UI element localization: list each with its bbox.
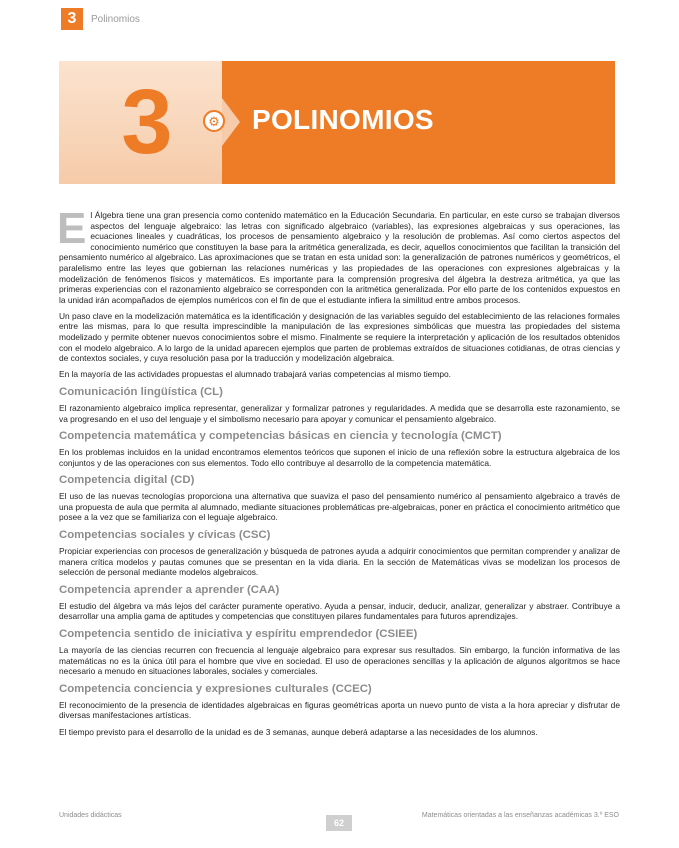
closing-paragraph: El tiempo previsto para el desarrollo de la unidad es de 3 semanas, aunque deberá adaptarse a las necesidades de los alumnos. <box>59 726 538 737</box>
page-number: 62 <box>326 815 352 831</box>
drop-cap: E <box>57 204 87 253</box>
footer-right-label: Matemáticas orientadas a las enseñanzas académicas 3.º ESO <box>421 812 619 819</box>
main-content <box>57 204 620 743</box>
intro-paragraph-1 <box>57 204 620 305</box>
section-text-cl: El razonamiento algebraico implica representar, generalizar y formalizar patrones y regularidades. A medida que se desarrolla este razonamiento, se va progresando en el uso del lenguaje y el simbolismo necesario para apoyar y comunicar el pensamiento algebraico. <box>59 402 620 424</box>
section-heading-ccec: Competencia conciencia y expresiones culturales (CCEC) <box>59 682 372 695</box>
intro-paragraph-1-text: l Álgebra tiene una gran presencia como contenido matemático en la Educación Secundaria. En particular, en este curso se trabajan diversos aspectos del lenguaje algebraico: las letras con significado algebraico (variables), las expresiones algebraicas y sus operaciones, las ecuaciones lineales y cuadráticas, los procesos de pensamiento algebraico y la resolución de problemas. Así como ciertos aspectos del conocimiento numérico que constituyen la base para la aritmética generalizada, es decir, aquellos conocimientos que facilitan la transición del pensamiento numérico al algebraico. Las aproximaciones que se tratan en esta unidad son: la generalización de patrones numéricos y geométricos, el paralelismo entre las leyes que gobiernan las relaciones numéricas y las propiedades de las operaciones con expresiones algebraicas y la modelización de fenómenos físicos y matemáticos. Es importante para la comprensión progresiva del álgebra la destreza aritmética, ya que las primeras experiencias con el razonamiento algebraico se corresponden con la aritmética generalizada. Por ello parte de los contenidos expuestos en la unidad irán acompañados de ejemplos numéricos con el fin de que el estudiante infiera la similitud entre ambos procesos. <box>59 210 620 305</box>
section-heading-caa: Competencia aprender a aprender (CAA) <box>59 583 280 596</box>
section-text-csc: Propiciar experiencias con procesos de generalización y búsqueda de patrones ayuda a adquirir conocimientos que permitan comprender y analizar de manera crítica modelos y pautas comunes que se presentan en la vida diaria. En la sección de Matemáticas vivas se modelizan los procesos de selección de personal mediante modelos algebraicos. <box>59 546 620 578</box>
section-heading-cl: Comunicación lingüística (CL) <box>59 385 223 398</box>
section-text-cmct: En los problemas incluidos en la unidad encontramos elementos teóricos que suponen el inicio de una reflexión sobre la estructura algebraica de los conjuntos y de las operaciones con sus elementos. Todo ello contribuye al desarrollo de la competencia matemática. <box>59 447 620 468</box>
chapter-number: 3 <box>121 71 173 173</box>
gear-icon: ⚙ <box>203 110 225 132</box>
chapter-tab-number: 3 <box>61 8 83 30</box>
unit-title: POLINOMIOS <box>252 104 434 135</box>
intro-paragraph-2: Un paso clave en la modelización matemática es la identificación y designación de las variables seguido del establecimiento de las relaciones formales entre las mismas, para lo que resulta imprescindible la manipulación de las expresiones simbólicas que muestra las propiedades del sistema modelizado y permite obtener nuevos conocimientos sobre el mismo. Finalmente se requiere la interpretación y aplicación de los resultados obtenidos con el modelo algebraico. A lo largo de la unidad aparecen ejemplos que parten de problemas extraídos de situaciones cotidianas, de otras ciencias y de contextos sociales, y cuya resolución pasa por la traducción y modelización algebraica. <box>59 310 620 364</box>
section-text-csiee: La mayoría de las ciencias recurren con frecuencia al lenguaje algebraico para expresar sus resultados. Sin embargo, la función informativa de las matemáticas no es la única útil para el hombre que vive en sociedad. El uso de operaciones sencillas y la aplicación de algunos algoritmos se hace necesario a menudo en situaciones laborales, sociales y comerciales. <box>59 645 620 677</box>
intro-paragraph-3: En la mayoría de las actividades propuestas el alumnado trabajará varias competencias al mismo tiempo. <box>59 369 451 380</box>
section-text-caa: El estudio del álgebra va más lejos del carácter puramente operativo. Ayuda a pensar, inducir, deducir, analizar, generalizar y abstraer. Contribuye a desarrollar una amplia gama de aptitudes y competencias que constituyen pilares fundamentales para futuros aprendizajes. <box>59 600 620 622</box>
section-text-ccec: El reconocimiento de la presencia de identidades algebraicas en figuras geométricas aporta un nuevo punto de vista a la hora apreciar y disfrutar de diversas manifestaciones artísticas. <box>59 699 620 721</box>
section-heading-csc: Competencias sociales y cívicas (CSC) <box>59 529 271 542</box>
section-text-cd: El uso de las nuevas tecnologías proporciona una alternativa que suaviza el paso del pensamiento numérico al pensamiento algebraico a través de una propuesta de aula que permita al alumnado, mediante situaciones problemáticas pre-algebraicas, poner en práctica el conocimiento aritmético que posee a la vez que se familiariza con el leguaje algebraico. <box>59 491 620 523</box>
footer-left-label: Unidades didácticas <box>59 812 122 819</box>
section-heading-csiee: Competencia sentido de iniciativa y espíritu emprendedor (CSIEE) <box>59 628 418 641</box>
section-heading-cmct: Competencia matemática y competencias básicas en ciencia y tecnología (CMCT) <box>59 430 502 443</box>
section-heading-cd: Competencia digital (CD) <box>59 474 195 487</box>
chapter-tab-label: Polinomios <box>91 14 140 25</box>
